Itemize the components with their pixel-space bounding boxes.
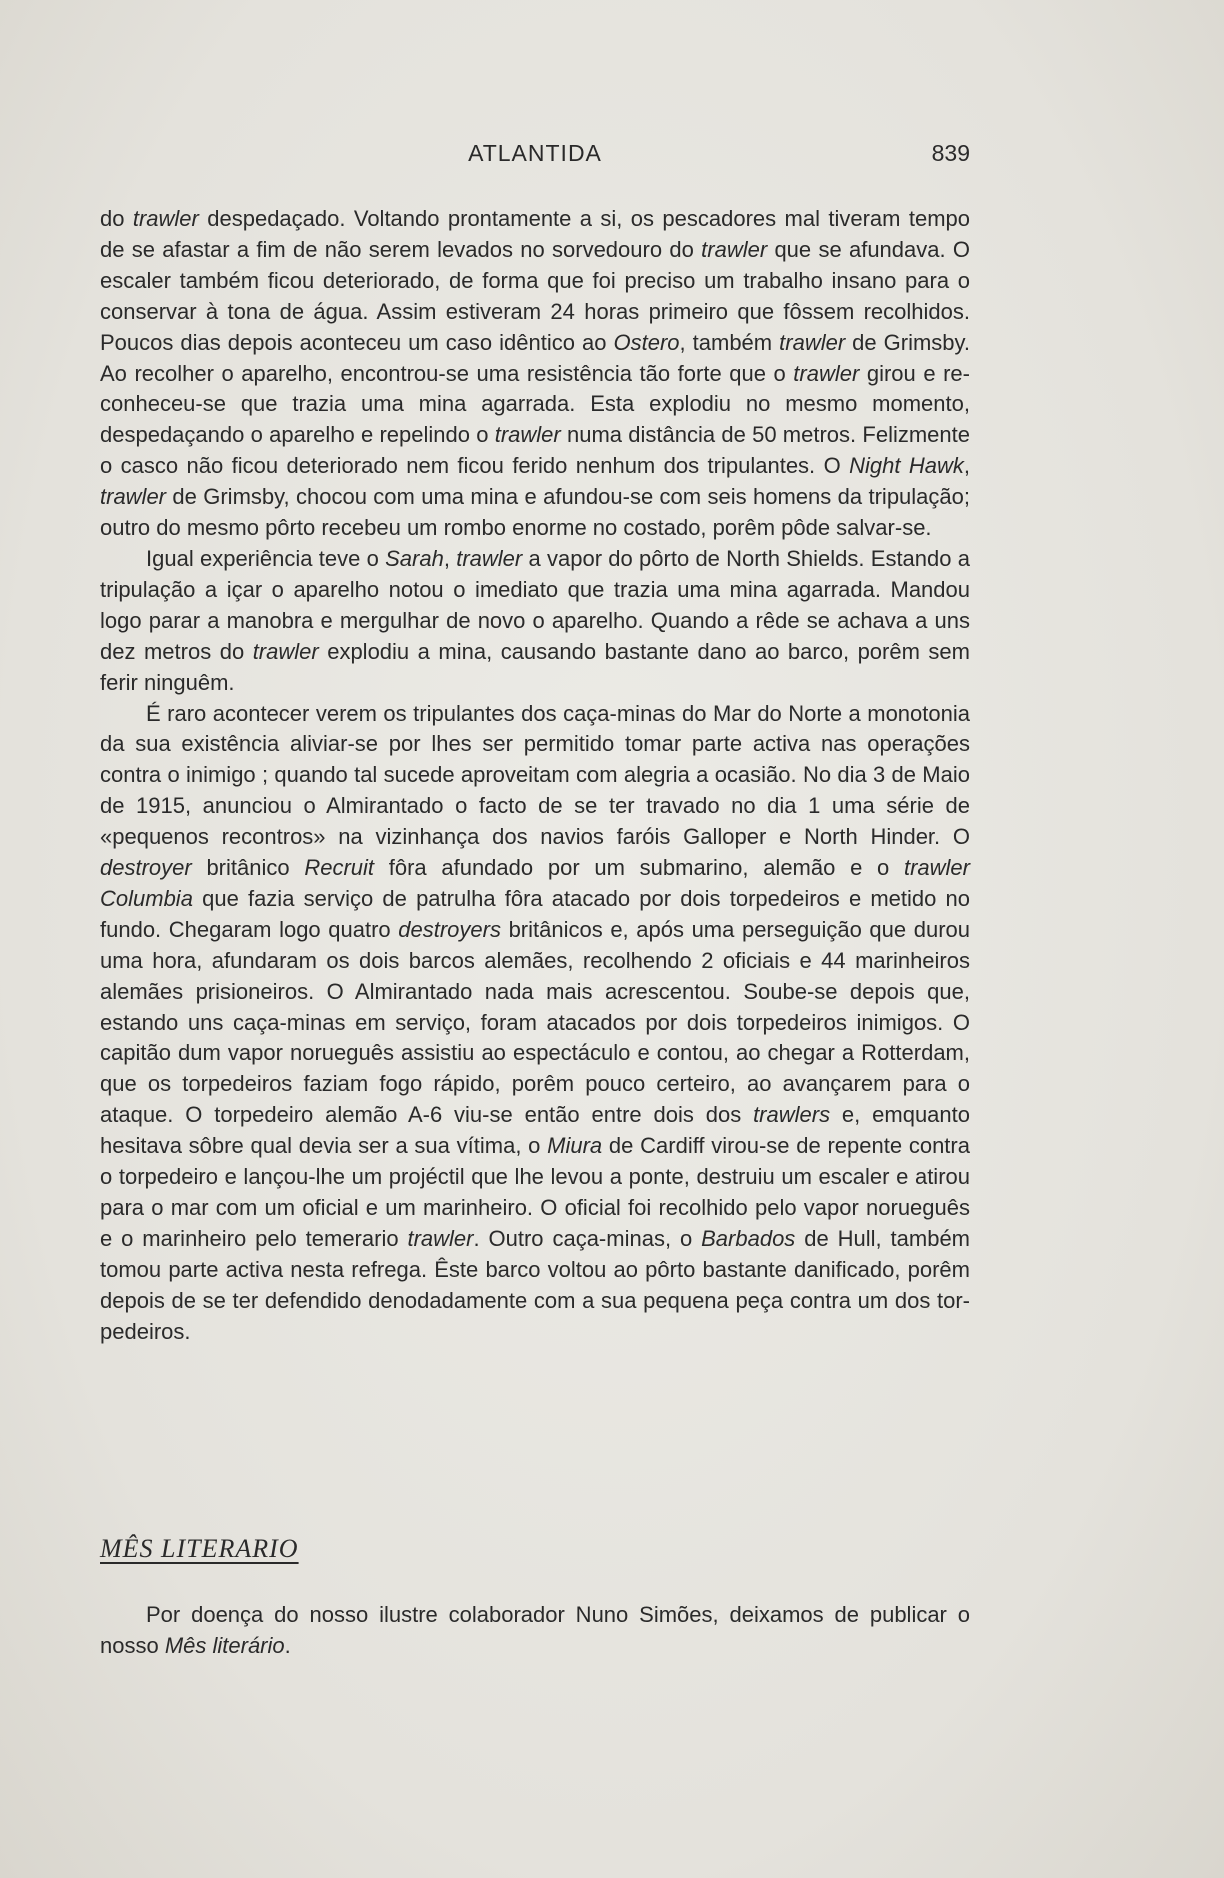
text-run: que se afundava. O escaler também ficou deteriorado, de forma que foi preciso um trabalho insano para o conservar à tona de água. Assim estiveram 24 horas primeiro que fôssem recolhidos. Poucos dias depois aconteceu um caso idêntico ao <box>100 236 971 355</box>
italic-run: Miura <box>547 1133 603 1159</box>
section-paragraph <box>100 1600 970 1662</box>
text-run: É raro acontecer verem os tripulantes dos caça-minas do Mar do Norte a monotonia da sua existência aliviar-se por lhes ser permitido tomar parte activa nas operações contra o inimigo ; quando tal sucede aproveitam com alegria a ocasião. No dia 3 de Maio de 1915, anunciou o Almirantado o facto de se ter travado no dia 1 uma série de «pequenos recontros» na vizinhança dos navios faróis Galloper e North Hinder. O <box>100 700 970 850</box>
italic-run: trawler Columbia <box>100 855 970 911</box>
paragraph-3 <box>100 699 970 1348</box>
text-run: explodiu a mina, causando bastante dano ao barco, porêm sem ferir ninguêm. <box>100 638 970 695</box>
italic-run: Sarah <box>385 545 444 571</box>
italic-run: Barbados <box>701 1225 796 1251</box>
italic-run: trawler <box>252 638 319 664</box>
text-run: , também <box>679 329 780 355</box>
italic-run: Ostero <box>613 329 680 355</box>
italic-run: trawler <box>779 329 846 355</box>
italic-run: destroyer <box>100 855 192 881</box>
text-run: e, emquanto hesitava sôbre qual devia ser a sua vítima, o <box>100 1102 970 1159</box>
text-run: girou e reconheceu-se que trazia uma mina agarrada. Esta explodiu no mesmo momento, despedaçando o aparelho e repelindo o <box>100 360 970 448</box>
italic-run: trawler <box>793 360 860 386</box>
italic-run: trawler <box>132 206 199 231</box>
italic-run: trawler <box>456 545 523 571</box>
text-run: de Cardiff virou-se de repente contra o torpedeiro e lançou-lhe um projéctil que lhe levou a ponte, destruiu um escaler e atirou para o mar com um oficial e um marinheiro. O oficial foi recolhido pelo vapor norueguês e o marinheiro pelo temerario <box>100 1133 970 1251</box>
text-run: de Grimsby, chocou com uma mina e afundou-se com seis homens da tripulação; outro do mesmo pôrto recebeu um rombo enorme no costado, porêm pôde salvar-se. <box>100 484 970 541</box>
text-run: Igual experiência teve o <box>146 545 386 571</box>
text-run: , <box>443 545 457 571</box>
italic-run: Recruit <box>304 855 375 881</box>
text-run: . <box>284 1632 291 1658</box>
paragraph-1 <box>100 204 970 544</box>
section-title: MÊS LITERARIO <box>100 1534 299 1563</box>
italic-run: trawler <box>701 236 768 262</box>
italic-run: trawler <box>407 1225 474 1251</box>
running-title: ATLANTIDA <box>468 140 602 166</box>
text-run: que fazia serviço de patrulha fôra atacado por dois torpedeiros e metido no fundo. Chegaram logo quatro <box>100 885 970 942</box>
italic-run: Mês literário <box>164 1632 285 1658</box>
paragraph-2 <box>100 544 970 699</box>
italic-run: trawlers <box>753 1102 831 1128</box>
section-body <box>100 1600 970 1662</box>
text-run: . Outro caça-minas, o <box>473 1225 702 1251</box>
page-number: 839 <box>931 140 970 166</box>
italic-run: trawler <box>494 422 561 448</box>
text-run: fôra afundado por um submarino, alemão e o <box>374 855 904 881</box>
article-body <box>100 204 970 1348</box>
text-run: , <box>963 453 970 479</box>
text-run: de Grimsby. Ao recolher o aparelho, encontrou-se uma resistência tão forte que o <box>100 329 971 386</box>
italic-run: destroyers <box>398 916 501 942</box>
text-run: despedaçado. Voltando prontamente a si, os pescadores mal tiveram tempo de se afastar a fim de não serem levados no sorvedouro do <box>100 206 970 262</box>
text-run: numa distância de 50 metros. Felizmente o casco não ficou deteriorado nem ficou ferido nenhum dos tripulantes. O <box>100 422 970 479</box>
text-run: britânicos e, após uma perseguição que durou uma hora, afundaram os dois barcos alemães, recolhendo 2 oficiais e 44 marinheiros alemães prisioneiros. O Almirantado nada mais acrescentou. Soube-se depois que, estando uns caça-minas em serviço, foram atacados por dois torpedeiros inimigos. O capitão dum vapor norueguês assistiu ao espectáculo e contou, ao chegar a Rotterdam, que os torpedeiros faziam fogo rápido, porêm pouco certeiro, ao avançarem para o ataque. O torpedeiro alemão A-6 viu-se então entre dois dos <box>100 916 970 1128</box>
italic-run: Night Hawk <box>849 453 964 479</box>
text-run: britânico <box>191 855 305 881</box>
text-run: Por doença do nosso ilustre colaborador Nuno Simões, deixamos de publicar o nosso <box>100 1602 970 1658</box>
text-run: a vapor do pôrto de North Shields. Estando a tripulação a içar o aparelho notou o imediato que trazia uma mina agarrada. Mandou logo parar a manobra e mergulhar de novo o aparelho. Quando a rêde se achava a uns dez metros do <box>100 545 970 664</box>
running-head <box>100 140 970 176</box>
text-run: do <box>100 206 133 231</box>
italic-run: trawler <box>100 484 167 510</box>
text-run: de Hull, também tomou parte activa nesta refrega. Êste barco voltou ao pôrto bastante danificado, porêm depois de se ter defendido denodadamente com a sua pequena peça contra um dos torpedeiros. <box>100 1225 971 1344</box>
